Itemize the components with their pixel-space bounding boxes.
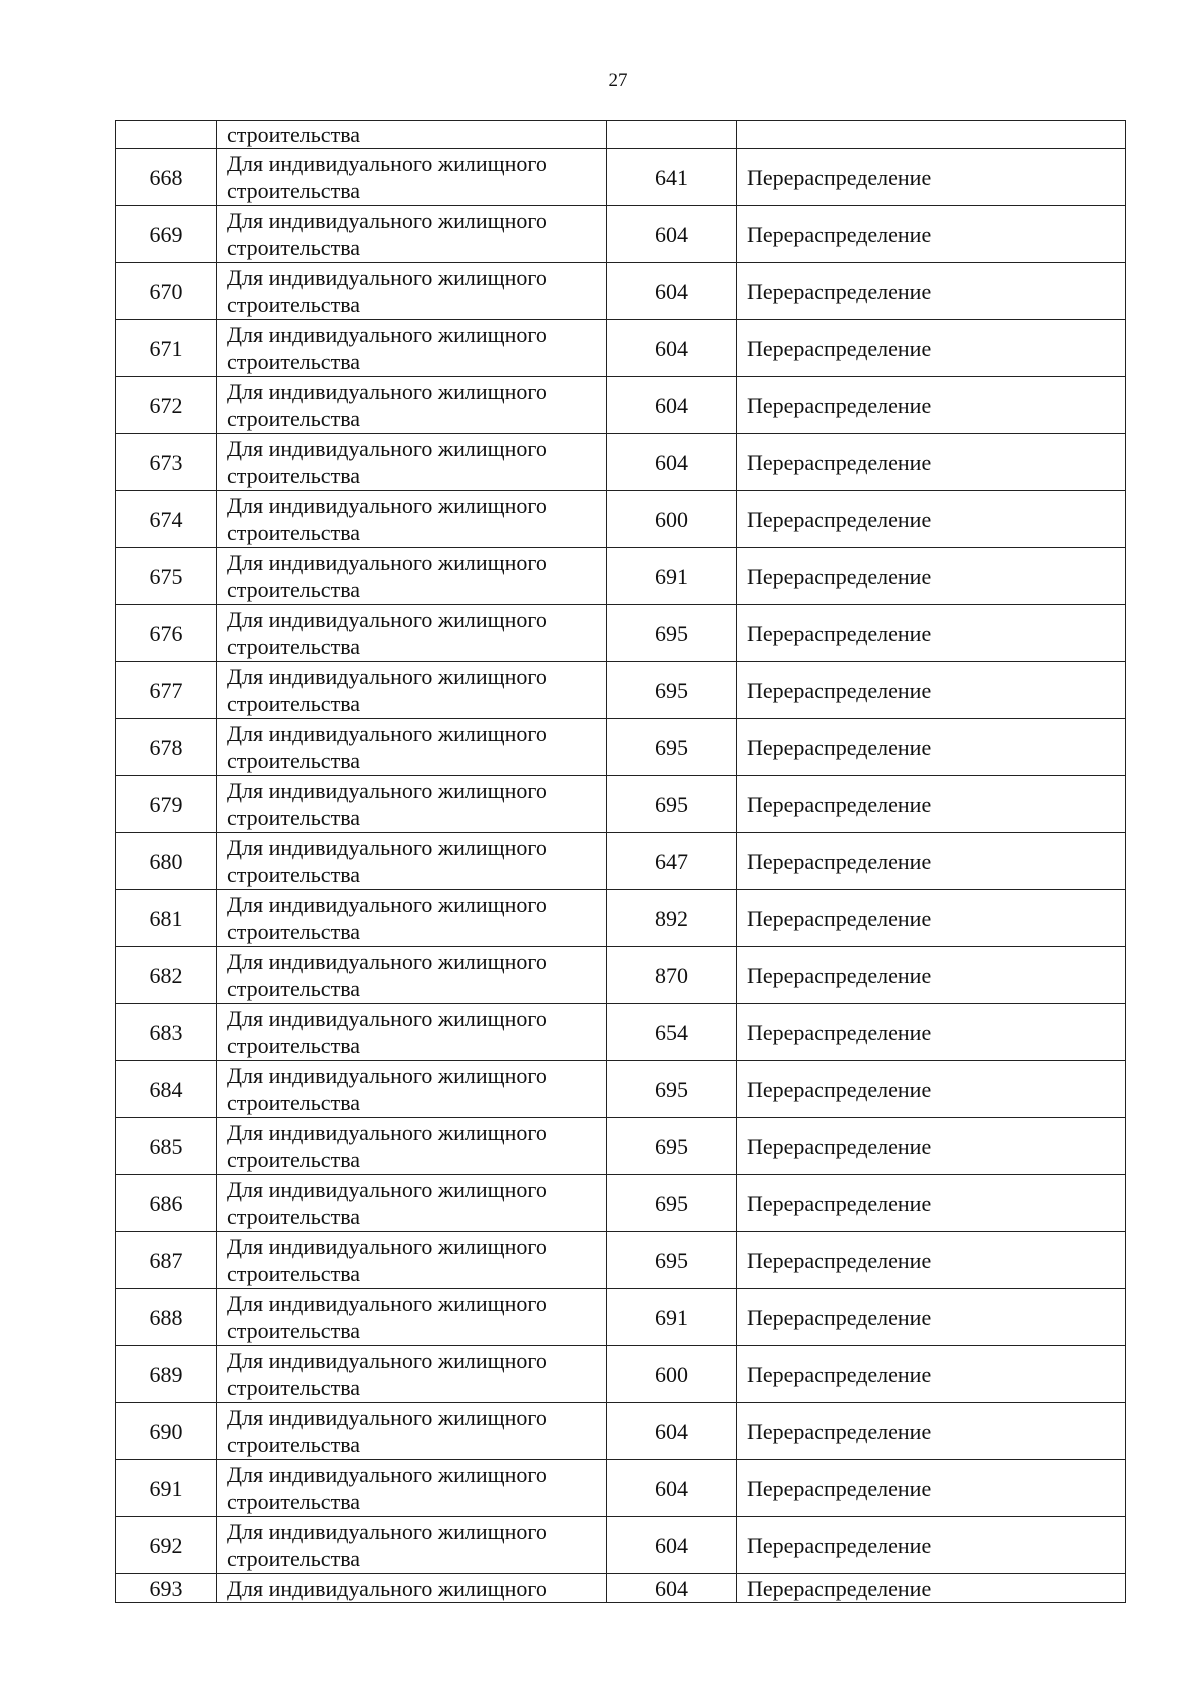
- purpose-cell: [217, 776, 607, 833]
- type-cell: Перераспределение: [737, 491, 1126, 548]
- purpose-line: строительства: [227, 349, 361, 374]
- purpose-cell: [217, 1061, 607, 1118]
- purpose-line: Для индивидуального жилищного: [227, 778, 547, 803]
- purpose-cell: [217, 719, 607, 776]
- row-number-cell: 675: [116, 548, 217, 605]
- purpose-cell: [217, 377, 607, 434]
- purpose-line: строительства: [227, 1432, 361, 1457]
- purpose-cell: [217, 1403, 607, 1460]
- purpose-line: Для индивидуального жилищного: [227, 1120, 547, 1145]
- table-row: [116, 263, 1126, 320]
- purpose-cell: [217, 548, 607, 605]
- area-cell: 604: [607, 377, 737, 434]
- row-number-cell: 685: [116, 1118, 217, 1175]
- row-number-cell: 668: [116, 149, 217, 206]
- purpose-cell: [217, 1574, 607, 1603]
- row-number-cell: 687: [116, 1232, 217, 1289]
- area-cell: 604: [607, 434, 737, 491]
- row-number-cell: 677: [116, 662, 217, 719]
- row-number-cell: 682: [116, 947, 217, 1004]
- area-cell: [607, 121, 737, 149]
- purpose-line: строительства: [227, 235, 361, 260]
- purpose-cell: [217, 890, 607, 947]
- type-cell: Перераспределение: [737, 1004, 1126, 1061]
- type-cell: Перераспределение: [737, 1232, 1126, 1289]
- table-row: [116, 1403, 1126, 1460]
- row-number-cell: 670: [116, 263, 217, 320]
- table-row: [116, 1175, 1126, 1232]
- type-cell: Перераспределение: [737, 320, 1126, 377]
- purpose-line: Для индивидуального жилищного: [227, 1291, 547, 1316]
- table-row: [116, 377, 1126, 434]
- area-cell: 604: [607, 1574, 737, 1603]
- area-cell: 654: [607, 1004, 737, 1061]
- type-cell: Перераспределение: [737, 1346, 1126, 1403]
- purpose-line: строительства: [227, 1261, 361, 1286]
- row-number-cell: 688: [116, 1289, 217, 1346]
- row-number-cell: 691: [116, 1460, 217, 1517]
- purpose-line: Для индивидуального жилищного: [227, 436, 547, 461]
- purpose-line: Для индивидуального жилищного: [227, 835, 547, 860]
- purpose-line: Для индивидуального жилищного: [227, 265, 547, 290]
- area-cell: 695: [607, 1175, 737, 1232]
- purpose-line: Для индивидуального жилищного: [227, 151, 547, 176]
- area-cell: 691: [607, 548, 737, 605]
- purpose-line: Для индивидуального жилищного: [227, 1462, 547, 1487]
- row-number-cell: 683: [116, 1004, 217, 1061]
- row-number-cell: 686: [116, 1175, 217, 1232]
- area-cell: 604: [607, 1517, 737, 1574]
- purpose-line: строительства: [227, 520, 361, 545]
- purpose-line: Для индивидуального жилищного: [227, 1519, 547, 1544]
- purpose-line: Для индивидуального жилищного: [227, 322, 547, 347]
- land-plots-table: [115, 120, 1126, 1603]
- purpose-line: строительства: [227, 1033, 361, 1058]
- table-row: [116, 1346, 1126, 1403]
- area-cell: 695: [607, 1118, 737, 1175]
- table-row: [116, 548, 1126, 605]
- area-cell: 695: [607, 776, 737, 833]
- type-cell: Перераспределение: [737, 662, 1126, 719]
- type-cell: Перераспределение: [737, 1460, 1126, 1517]
- purpose-line: строительства: [227, 1489, 361, 1514]
- purpose-line: строительства: [227, 1147, 361, 1172]
- area-cell: 600: [607, 1346, 737, 1403]
- area-cell: 691: [607, 1289, 737, 1346]
- type-cell: Перераспределение: [737, 890, 1126, 947]
- type-cell: Перераспределение: [737, 719, 1126, 776]
- row-number-cell: 693: [116, 1574, 217, 1603]
- table-row: [116, 1118, 1126, 1175]
- purpose-line: Для индивидуального жилищного: [227, 949, 547, 974]
- table-row: [116, 1517, 1126, 1574]
- type-cell: [737, 121, 1126, 149]
- purpose-cell: [217, 605, 607, 662]
- type-cell: Перераспределение: [737, 1289, 1126, 1346]
- area-cell: 892: [607, 890, 737, 947]
- area-cell: 604: [607, 1460, 737, 1517]
- purpose-cell: [217, 121, 607, 149]
- purpose-line: строительства: [227, 805, 361, 830]
- purpose-line: строительства: [227, 292, 361, 317]
- purpose-cell: [217, 491, 607, 548]
- purpose-line: Для индивидуального жилищного: [227, 664, 547, 689]
- type-cell: Перераспределение: [737, 605, 1126, 662]
- purpose-line: строительства: [227, 1546, 361, 1571]
- row-number-cell: 681: [116, 890, 217, 947]
- continued-row: [116, 121, 1126, 149]
- area-cell: 604: [607, 206, 737, 263]
- row-number-cell: 673: [116, 434, 217, 491]
- type-cell: Перераспределение: [737, 263, 1126, 320]
- purpose-line: Для индивидуального жилищного: [227, 1405, 547, 1430]
- purpose-line: Для индивидуального жилищного: [227, 607, 547, 632]
- area-cell: 695: [607, 662, 737, 719]
- type-cell: Перераспределение: [737, 434, 1126, 491]
- table-row: [116, 947, 1126, 1004]
- area-cell: 604: [607, 320, 737, 377]
- type-cell: Перераспределение: [737, 1403, 1126, 1460]
- table-row: [116, 719, 1126, 776]
- table-row: [116, 320, 1126, 377]
- purpose-line: строительства: [227, 577, 361, 602]
- type-cell: Перераспределение: [737, 1175, 1126, 1232]
- purpose-line: строительства: [227, 862, 361, 887]
- purpose-cell: [217, 947, 607, 1004]
- purpose-line: строительства: [227, 976, 361, 1001]
- purpose-cell: [217, 206, 607, 263]
- table-row: [116, 1004, 1126, 1061]
- area-cell: 604: [607, 1403, 737, 1460]
- purpose-line: Для индивидуального жилищного: [227, 1177, 547, 1202]
- type-cell: Перераспределение: [737, 833, 1126, 890]
- purpose-line: строительства: [227, 463, 361, 488]
- purpose-line: строительства: [227, 691, 361, 716]
- purpose-line: строительства: [227, 178, 361, 203]
- table-row: [116, 491, 1126, 548]
- row-number-cell: 689: [116, 1346, 217, 1403]
- row-number-cell: 679: [116, 776, 217, 833]
- type-cell: Перераспределение: [737, 1061, 1126, 1118]
- purpose-line: строительства: [227, 748, 361, 773]
- row-number-cell: 676: [116, 605, 217, 662]
- table-row: [116, 1061, 1126, 1118]
- purpose-cell: [217, 263, 607, 320]
- purpose-line: Для индивидуального жилищного: [227, 1234, 547, 1259]
- type-cell: Перераспределение: [737, 548, 1126, 605]
- area-cell: 695: [607, 719, 737, 776]
- area-cell: 695: [607, 1232, 737, 1289]
- table-row: [116, 1232, 1126, 1289]
- purpose-line: Для индивидуального жилищного: [227, 379, 547, 404]
- purpose-line: строительства: [227, 634, 361, 659]
- table-row: [116, 434, 1126, 491]
- purpose-cell: [217, 1289, 607, 1346]
- purpose-line: Для индивидуального жилищного: [227, 1063, 547, 1088]
- purpose-line: Для индивидуального жилищного: [227, 493, 547, 518]
- row-number-cell: 678: [116, 719, 217, 776]
- row-number-cell: 669: [116, 206, 217, 263]
- area-cell: 695: [607, 1061, 737, 1118]
- purpose-cell: [217, 1118, 607, 1175]
- purpose-line: Для индивидуального жилищного: [227, 550, 547, 575]
- purpose-line: строительства: [227, 122, 361, 147]
- purpose-cell: [217, 1460, 607, 1517]
- row-number-cell: 671: [116, 320, 217, 377]
- table-row: [116, 1460, 1126, 1517]
- row-number-cell: 684: [116, 1061, 217, 1118]
- table-row: [116, 890, 1126, 947]
- purpose-line: Для индивидуального жилищного: [227, 208, 547, 233]
- type-cell: Перераспределение: [737, 149, 1126, 206]
- purpose-cell: [217, 833, 607, 890]
- purpose-line: Для индивидуального жилищного: [227, 1348, 547, 1373]
- area-cell: 870: [607, 947, 737, 1004]
- purpose-cell: [217, 1346, 607, 1403]
- purpose-cell: [217, 320, 607, 377]
- table-row: [116, 833, 1126, 890]
- type-cell: Перераспределение: [737, 947, 1126, 1004]
- purpose-line: строительства: [227, 1375, 361, 1400]
- purpose-line: строительства: [227, 1318, 361, 1343]
- purpose-cell: [217, 149, 607, 206]
- purpose-line: строительства: [227, 406, 361, 431]
- row-number-cell: [116, 121, 217, 149]
- purpose-line: строительства: [227, 1204, 361, 1229]
- purpose-line: строительства: [227, 919, 361, 944]
- type-cell: Перераспределение: [737, 1574, 1126, 1603]
- purpose-cell: [217, 1517, 607, 1574]
- row-number-cell: 672: [116, 377, 217, 434]
- purpose-cell: [217, 434, 607, 491]
- table-body: [116, 121, 1126, 1603]
- purpose-cell: [217, 1004, 607, 1061]
- purpose-cell: [217, 662, 607, 719]
- area-cell: 604: [607, 263, 737, 320]
- purpose-cell: [217, 1232, 607, 1289]
- purpose-line: Для индивидуального жилищного: [227, 1575, 547, 1601]
- table-row: [116, 605, 1126, 662]
- row-number-cell: 674: [116, 491, 217, 548]
- table-row: [116, 662, 1126, 719]
- row-number-cell: 680: [116, 833, 217, 890]
- row-number-cell: 692: [116, 1517, 217, 1574]
- area-cell: 695: [607, 605, 737, 662]
- type-cell: Перераспределение: [737, 1118, 1126, 1175]
- area-cell: 641: [607, 149, 737, 206]
- area-cell: 600: [607, 491, 737, 548]
- page-number: 27: [608, 70, 628, 91]
- table-row: [116, 1289, 1126, 1346]
- table-row-last: [116, 1574, 1126, 1603]
- type-cell: Перераспределение: [737, 776, 1126, 833]
- purpose-line: Для индивидуального жилищного: [227, 721, 547, 746]
- table-row: [116, 149, 1126, 206]
- purpose-cell: [217, 1175, 607, 1232]
- type-cell: Перераспределение: [737, 206, 1126, 263]
- type-cell: Перераспределение: [737, 377, 1126, 434]
- area-cell: 647: [607, 833, 737, 890]
- purpose-line: Для индивидуального жилищного: [227, 1006, 547, 1031]
- row-number-cell: 690: [116, 1403, 217, 1460]
- type-cell: Перераспределение: [737, 1517, 1126, 1574]
- purpose-line: строительства: [227, 1090, 361, 1115]
- purpose-line: Для индивидуального жилищного: [227, 892, 547, 917]
- table-row: [116, 776, 1126, 833]
- table-row: [116, 206, 1126, 263]
